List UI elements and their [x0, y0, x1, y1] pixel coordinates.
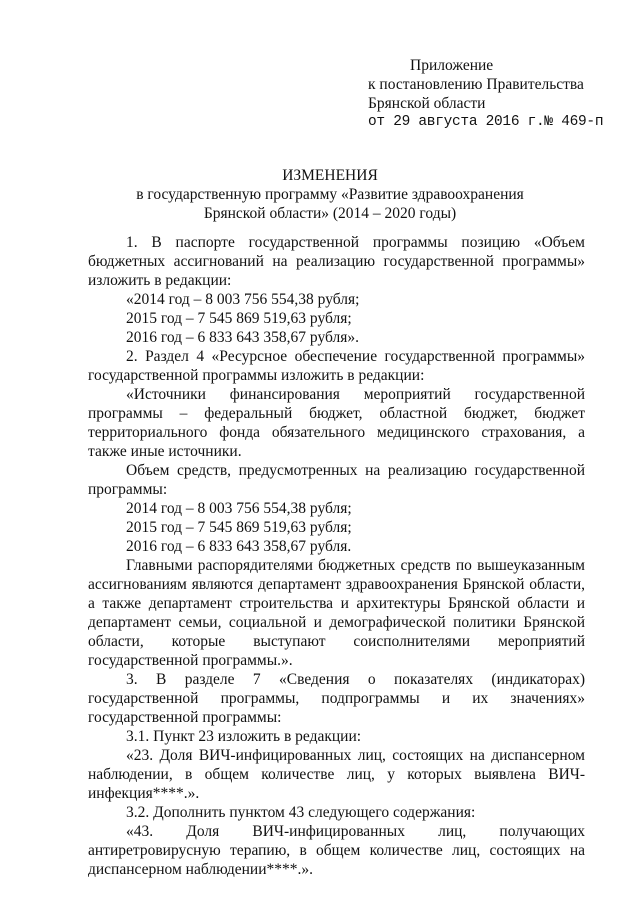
appendix-header: [368, 56, 628, 132]
paragraph-1-year-2016: 2016 год – 6 833 643 358,67 рубля».: [126, 329, 359, 346]
appendix-region-line: Брянской области: [368, 95, 486, 112]
paragraph-3-1: 3.1. Пункт 23 изложить в редакции:: [126, 728, 362, 745]
document-body: [88, 233, 585, 879]
appendix-date-line: от 29 августа 2016 г.№ 469-п: [368, 114, 604, 130]
paragraph-2-year-2016: 2016 год – 6 833 643 358,67 рубля.: [126, 538, 352, 555]
paragraph-2-managers: Главными распорядителями бюджетных средств по вышеуказанным ассигнованиям являются департамент здравоохранения Брянской области, а также департамент строительства и архитектуры Брянской области и департамент семьи, социальной и демографической политики Брянской области, которые выступают соисполнителями мероприятий государственной программы.».: [88, 557, 585, 669]
paragraph-2-year-2014: 2014 год – 8 003 756 554,38 рубля;: [126, 500, 352, 517]
paragraph-3-1-text: «23. Доля ВИЧ-инфицированных лиц, состоящих на диспансерном наблюдении, в общем количестве лиц, у которых выявлена ВИЧ-инфекция****.».: [88, 747, 585, 802]
appendix-resolution-line: к постановлению Правительства: [368, 76, 584, 93]
paragraph-3-2-text: «43. Доля ВИЧ-инфицированных лиц, получающих антиретровирусную терапию, в общем количестве лиц, состоящих на диспансерном наблюдении****.».: [88, 823, 585, 878]
appendix-title: Приложение: [410, 57, 494, 74]
paragraph-1-year-2015: 2015 год – 7 545 869 519,63 рубля;: [126, 310, 352, 327]
paragraph-2: 2. Раздел 4 «Ресурсное обеспечение государственной программы» государственной программы изложить в редакции:: [88, 348, 585, 384]
document-subtitle-line1: в государственную программу «Развитие здравоохранения: [136, 186, 524, 203]
document-title: ИЗМЕНЕНИЯ: [282, 167, 378, 184]
document-subtitle-line2: Брянской области» (2014 – 2020 годы): [203, 205, 457, 222]
document-title-block: [60, 166, 600, 223]
paragraph-1: 1. В паспорте государственной программы позицию «Объем бюджетных ассигнований на реализацию государственной программы» изложить в редакции:: [88, 234, 585, 289]
paragraph-1-year-2014: «2014 год – 8 003 756 554,38 рубля;: [126, 291, 360, 308]
paragraph-2-volume: Объем средств, предусмотренных на реализацию государственной программы:: [88, 462, 585, 498]
paragraph-3: 3. В разделе 7 «Сведения о показателях (индикаторах) государственной программы, подпрограммы и их значениях» государственной программы:: [88, 671, 585, 726]
paragraph-2-sources: «Источники финансирования мероприятий государственной программы – федеральный бюджет, областной бюджет, бюджет территориального фонда обязательного медицинского страхования, а также иные источники.: [88, 386, 585, 460]
paragraph-2-year-2015: 2015 год – 7 545 869 519,63 рубля;: [126, 519, 352, 536]
paragraph-3-2: 3.2. Дополнить пунктом 43 следующего содержания:: [126, 804, 476, 821]
